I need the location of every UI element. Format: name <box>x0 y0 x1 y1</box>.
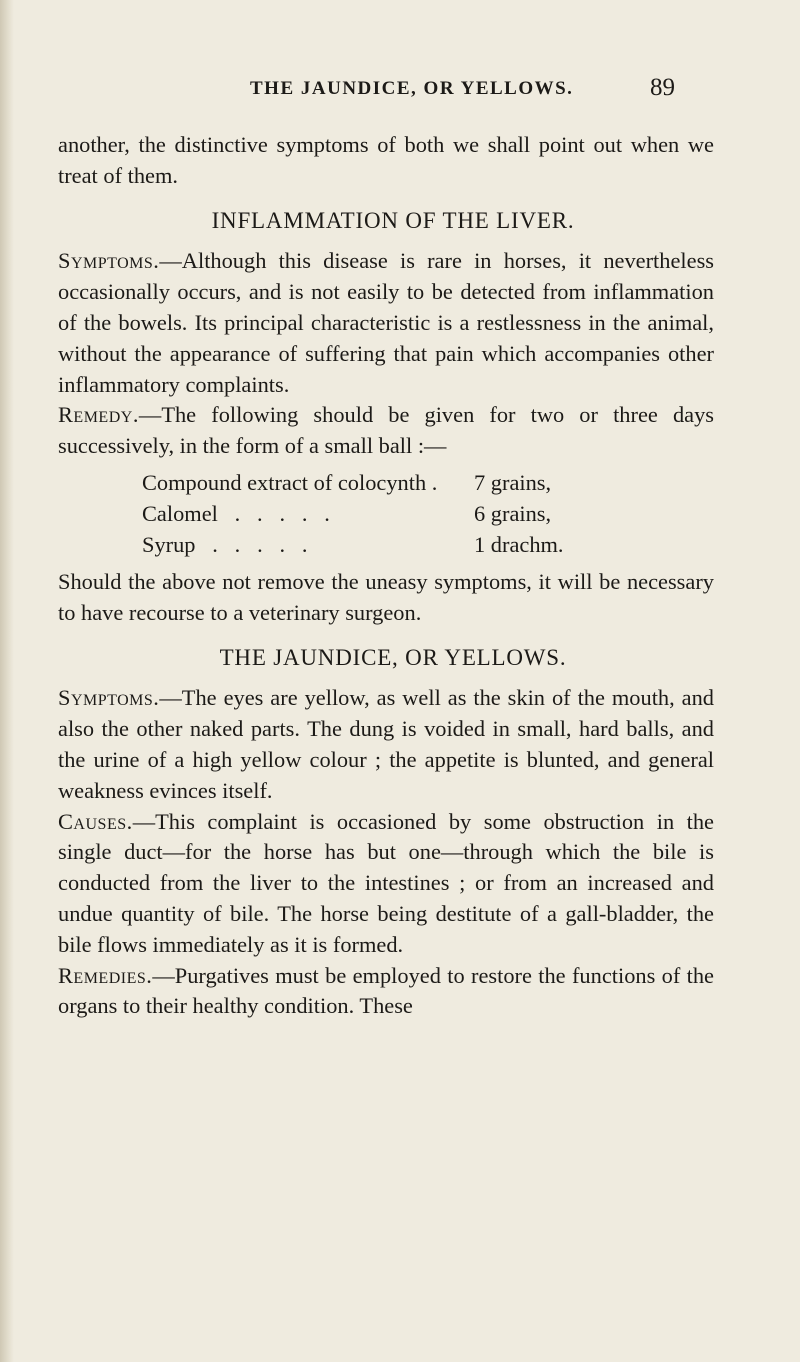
recipe-ingredient: Calomel . . . . . <box>142 500 330 526</box>
liver-closing-paragraph: Should the above not remove the uneasy symptoms, it will be necessary to have recourse to a veterinary surgeon. <box>58 568 714 625</box>
section-heading-jaundice: THE JAUNDICE, OR YELLOWS. <box>219 644 567 670</box>
liver-symptoms-label: Symptoms. <box>58 248 160 274</box>
jaundice-causes-label: Causes. <box>58 808 133 834</box>
jaundice-causes-text: —This complaint is occasioned by some obstruction in the single duct—for the horse has but one—through which the bile is conducted from the liver to the intestines ; or from an increased and undue quantity of bile. The horse being destitute of a gall-bladder, the bile flows immediately as it is formed. <box>58 808 714 957</box>
liver-symptoms-paragraph <box>58 246 714 400</box>
opening-paragraph: another, the distinctive symptoms of both we shall point out when we treat of them. <box>58 132 714 188</box>
recipe-list <box>58 468 714 561</box>
page-number: 89 <box>650 74 675 101</box>
recipe-quantity: 6 grains, <box>474 500 552 526</box>
section-heading-liver: INFLAMMATION OF THE LIVER. <box>211 207 575 233</box>
jaundice-remedies-text: —Purgatives must be employed to restore the functions of the organs to their healthy condition. These <box>58 962 714 1019</box>
body-text <box>58 130 714 1022</box>
jaundice-remedies-paragraph <box>58 961 714 1023</box>
jaundice-causes-paragraph <box>58 807 714 961</box>
recipe-row <box>58 499 714 530</box>
jaundice-remedies-label: Remedies. <box>58 962 153 988</box>
jaundice-symptoms-paragraph <box>58 683 714 806</box>
liver-remedy-paragraph <box>58 400 714 462</box>
liver-remedy-label: Remedy. <box>58 402 139 428</box>
jaundice-symptoms-text: —The eyes are yellow, as well as the skin of the mouth, and also the other naked parts. The dung is voided in small, hard balls, and the urine of a high yellow colour ; the appetite is blunted, and general weakness evinces itself. <box>58 685 714 803</box>
recipe-row <box>58 530 714 561</box>
jaundice-symptoms-label: Symptoms. <box>58 685 160 711</box>
running-head: THE JAUNDICE, OR YELLOWS. <box>250 78 574 99</box>
recipe-quantity: 7 grains, <box>474 469 552 495</box>
recipe-ingredient: Compound extract of colocynth . <box>142 469 438 495</box>
recipe-quantity: 1 drachm. <box>474 531 564 557</box>
recipe-row <box>58 468 714 499</box>
recipe-ingredient: Syrup . . . . . <box>142 531 308 557</box>
liver-symptoms-text: —Although this disease is rare in horses, it nevertheless occasionally occurs, and is not easily to be detected from inflammation of the bowels. Its principal characteristic is a restlessness in the animal, without the appearance of suffering that pain which accompanies other inflammatory complaints. <box>58 248 714 397</box>
liver-remedy-text: —The following should be given for two or three days successively, in the form of a small ball :— <box>58 402 714 459</box>
